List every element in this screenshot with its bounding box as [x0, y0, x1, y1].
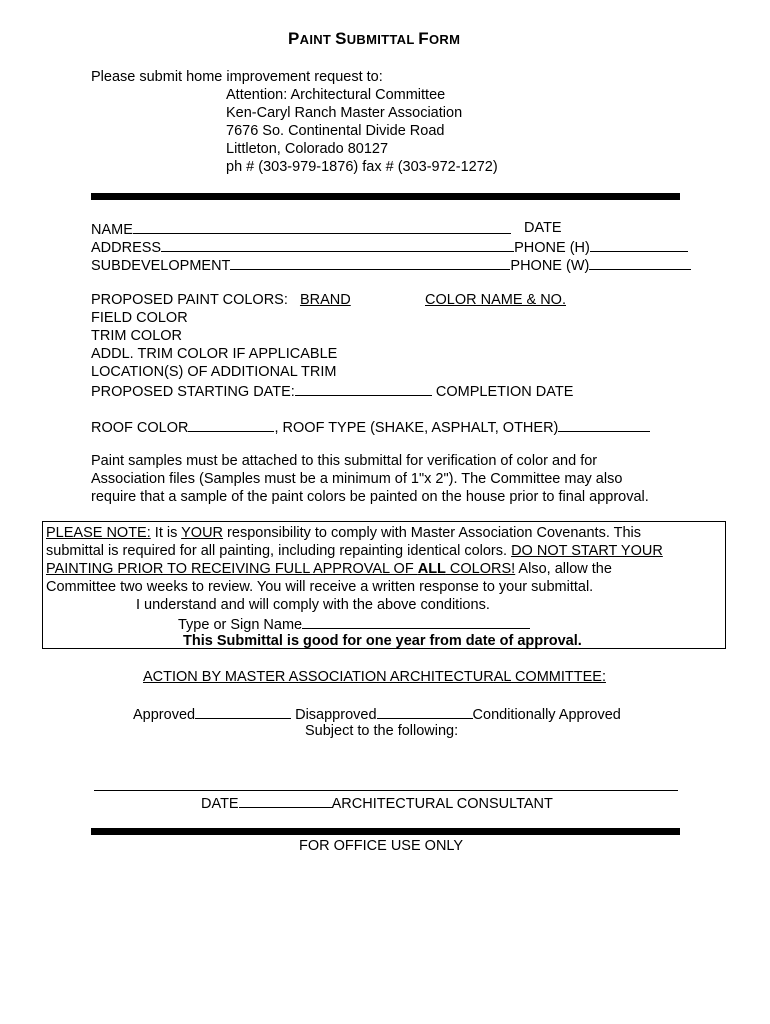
- approved-label: Approved: [133, 707, 196, 723]
- address-line: Ken-Caryl Ranch Master Association: [226, 105, 463, 121]
- roof-color-line[interactable]: [188, 417, 274, 432]
- subdevelopment-line[interactable]: [230, 255, 510, 270]
- start-date-label: PROPOSED STARTING DATE:: [91, 384, 295, 400]
- name-line[interactable]: [133, 219, 511, 234]
- name-field[interactable]: [91, 219, 511, 239]
- decision-row: [133, 704, 621, 724]
- subject-label: Subject to the following:: [305, 723, 459, 739]
- name-label: NAME: [91, 222, 133, 238]
- address-line: ph # (303-979-1876) fax # (303-972-1272): [226, 159, 498, 175]
- address-line[interactable]: [161, 237, 514, 252]
- subdevelopment-label: SUBDEVELOPMENT: [91, 258, 231, 274]
- completion-date-label: COMPLETION DATE: [435, 384, 574, 400]
- roof-field[interactable]: [91, 417, 650, 437]
- note-line: submittal is required for all painting, including repainting identical colors. DO NOT START YOUR: [46, 543, 663, 559]
- address-label: ADDRESS: [91, 240, 162, 256]
- phone-h-line[interactable]: [590, 237, 688, 252]
- page-title: PAINT SUBMITTAL FORM: [288, 29, 461, 48]
- note-line: Committee two weeks to review. You will receive a written response to your submittal.: [46, 579, 594, 595]
- consultant-label: ARCHITECTURAL CONSULTANT: [331, 796, 553, 812]
- note-line: I understand and will comply with the above conditions.: [136, 597, 490, 613]
- action-heading: ACTION BY MASTER ASSOCIATION ARCHITECTURAL COMMITTEE:: [143, 669, 606, 685]
- brand-heading: BRAND: [299, 292, 351, 308]
- conditional-label: Conditionally Approved: [472, 707, 621, 723]
- disapproved-label: Disapproved: [295, 707, 377, 723]
- address-line: Littleton, Colorado 80127: [226, 141, 389, 157]
- sign-name-line[interactable]: [302, 614, 530, 629]
- phone-w-line[interactable]: [589, 255, 691, 270]
- note-line: PLEASE NOTE: It is YOUR responsibility to comply with Master Association Covenants. This: [46, 525, 642, 541]
- office-use-label: FOR OFFICE USE ONLY: [299, 838, 464, 854]
- roof-type-line[interactable]: [558, 417, 650, 432]
- consultant-date-label: DATE: [201, 796, 239, 812]
- samples-text: Association files (Samples must be a minimum of 1"x 2"). The Committee may also: [91, 471, 623, 487]
- samples-text: require that a sample of the paint colors be painted on the house prior to final approval.: [91, 489, 649, 505]
- roof-type-label: , ROOF TYPE (SHAKE, ASPHALT, OTHER): [274, 420, 559, 436]
- roof-color-label: ROOF COLOR: [91, 420, 189, 436]
- addl-trim-label: ADDL. TRIM COLOR IF APPLICABLE: [91, 346, 338, 362]
- consultant-date-line[interactable]: [239, 793, 332, 808]
- start-date-line[interactable]: [295, 381, 432, 396]
- locations-label: LOCATION(S) OF ADDITIONAL TRIM: [91, 364, 337, 380]
- proposed-colors: PROPOSED PAINT COLORS: BRAND: [91, 292, 351, 308]
- note-line: PAINTING PRIOR TO RECEIVING FULL APPROVAL OF ALL COLORS! Also, allow the: [46, 561, 612, 577]
- disapproved-line[interactable]: [377, 704, 473, 719]
- divider-bar: [91, 828, 680, 835]
- divider-bar: [91, 193, 680, 200]
- address-line: 7676 So. Continental Divide Road: [226, 123, 445, 139]
- samples-text: Paint samples must be attached to this submittal for verification of color and for: [91, 453, 598, 469]
- signature-line[interactable]: [94, 790, 678, 791]
- start-date-field[interactable]: [91, 381, 573, 401]
- sign-name-label: Type or Sign Name: [178, 617, 303, 633]
- color-name-heading: COLOR NAME & NO.: [425, 292, 566, 308]
- consultant-row: [201, 793, 553, 813]
- submit-intro: Please submit home improvement request to:: [91, 69, 383, 85]
- phone-h-label: PHONE (H): [514, 240, 590, 256]
- date-label: DATE: [524, 220, 562, 236]
- validity-note: This Submittal is good for one year from date of approval.: [183, 633, 582, 649]
- address-line: Attention: Architectural Committee: [226, 87, 446, 103]
- trim-color-label: TRIM COLOR: [91, 328, 183, 344]
- field-color-label: FIELD COLOR: [91, 310, 188, 326]
- sign-name-field[interactable]: [178, 614, 530, 634]
- address-field[interactable]: [91, 237, 688, 257]
- approved-line[interactable]: [195, 704, 291, 719]
- subdevelopment-field[interactable]: [91, 255, 691, 275]
- phone-w-label: PHONE (W): [510, 258, 590, 274]
